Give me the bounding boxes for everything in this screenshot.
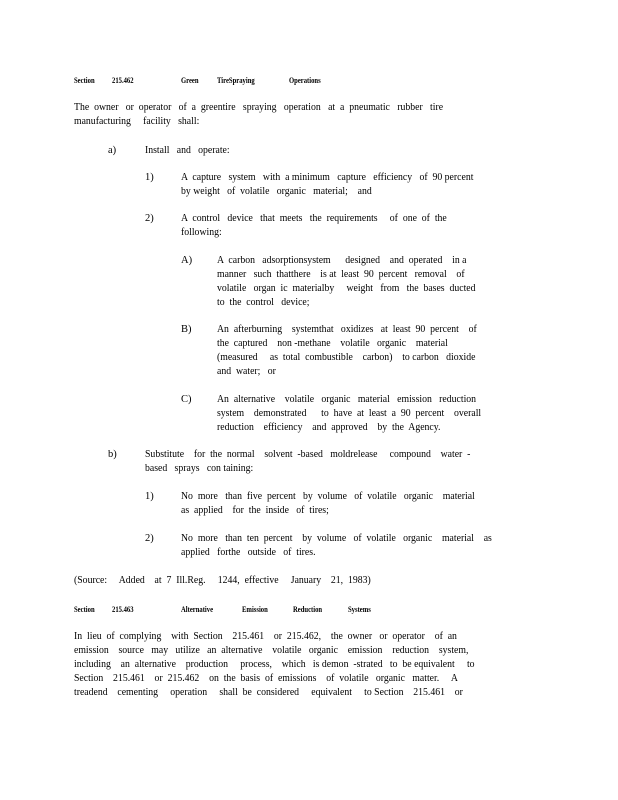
text-line: In lieu of complying with Section 215.461 or 215.462, the owner or operator of an xyxy=(74,631,457,642)
text-line: emission source may utilize an alternative volatile organic emission reduction system, xyxy=(74,645,469,656)
text-line: by weight of volatile organic material; and xyxy=(181,186,372,197)
text-line: A carbon adsorptionsystem designed and operated in a xyxy=(217,255,467,266)
item-label: B) xyxy=(181,324,192,335)
text-line: and water; or xyxy=(217,366,276,377)
text-line: A capture system with a minimum capture efficiency of 90 percent xyxy=(181,172,474,183)
text-line: Section 215.461 or 215.462 on the basis of emissions of volatile organic matter. A xyxy=(74,673,458,684)
section-title-word: Alternative xyxy=(181,604,214,614)
section-title-word: Operations xyxy=(289,75,321,85)
source-note: (Source: Added at 7 Ill.Reg. 1244, effective January 21, 1983) xyxy=(74,575,371,586)
item-label: C) xyxy=(181,394,192,405)
section-title-word: TireSpraying xyxy=(217,75,255,85)
text-line: including an alternative production process, which is demon -strated to be equivalent to xyxy=(74,659,475,670)
item-label: a) xyxy=(108,145,117,156)
text-line: applied forthe outside of tires. xyxy=(181,547,316,558)
item-label: 2) xyxy=(145,213,154,224)
text-line: volatile organ ic materialby weight from the bases ducted xyxy=(217,283,476,294)
text-line: following: xyxy=(181,227,222,238)
text-line: manufacturing facility shall: xyxy=(74,116,200,127)
text-line: based sprays con taining: xyxy=(145,463,254,474)
section-number: 215.463 xyxy=(112,604,134,614)
text-line: (measured as total combustible carbon) to carbon dioxide xyxy=(217,352,476,363)
text-line: manner such thatthere is at least 90 percent removal of xyxy=(217,269,465,280)
text-line: A control device that meets the requirements of one of the xyxy=(181,213,447,224)
text-line: treadend cementing operation shall be considered equivalent to Section 215.461 or xyxy=(74,687,463,698)
text-line: reduction efficiency and approved by the Agency. xyxy=(217,422,441,433)
section-label: Section xyxy=(74,604,95,614)
text-line: to the control device; xyxy=(217,297,310,308)
section-title-word: Emission xyxy=(242,604,268,614)
item-label: 2) xyxy=(145,533,154,544)
text-line: Substitute for the normal solvent -based moldrelease compound water - xyxy=(145,449,471,460)
text-line: system demonstrated to have at least a 90 percent overall xyxy=(217,408,482,419)
text-line: the captured non -methane volatile organic material xyxy=(217,338,448,349)
item-label: b) xyxy=(108,449,117,460)
section-number: 215.462 xyxy=(112,75,134,85)
text-line: The owner or operator of a greentire spraying operation at a pneumatic rubber tire xyxy=(74,102,444,113)
text-line: No more than five percent by volume of volatile organic material xyxy=(181,491,475,502)
section-title-word: Reduction xyxy=(293,604,323,614)
text-line: Install and operate: xyxy=(145,145,230,156)
section-title-word: Green xyxy=(181,75,199,85)
text-line: No more than ten percent by volume of volatile organic material as xyxy=(181,533,492,544)
item-label: 1) xyxy=(145,491,154,502)
item-label: A) xyxy=(181,255,193,266)
text-line: An alternative volatile organic material emission reduction xyxy=(217,394,477,405)
text-line: An afterburning systemthat oxidizes at least 90 percent of xyxy=(217,324,477,335)
section-label: Section xyxy=(74,75,95,85)
item-label: 1) xyxy=(145,172,154,183)
text-line: as applied for the inside of tires; xyxy=(181,505,329,516)
section-title-word: Systems xyxy=(348,604,371,614)
